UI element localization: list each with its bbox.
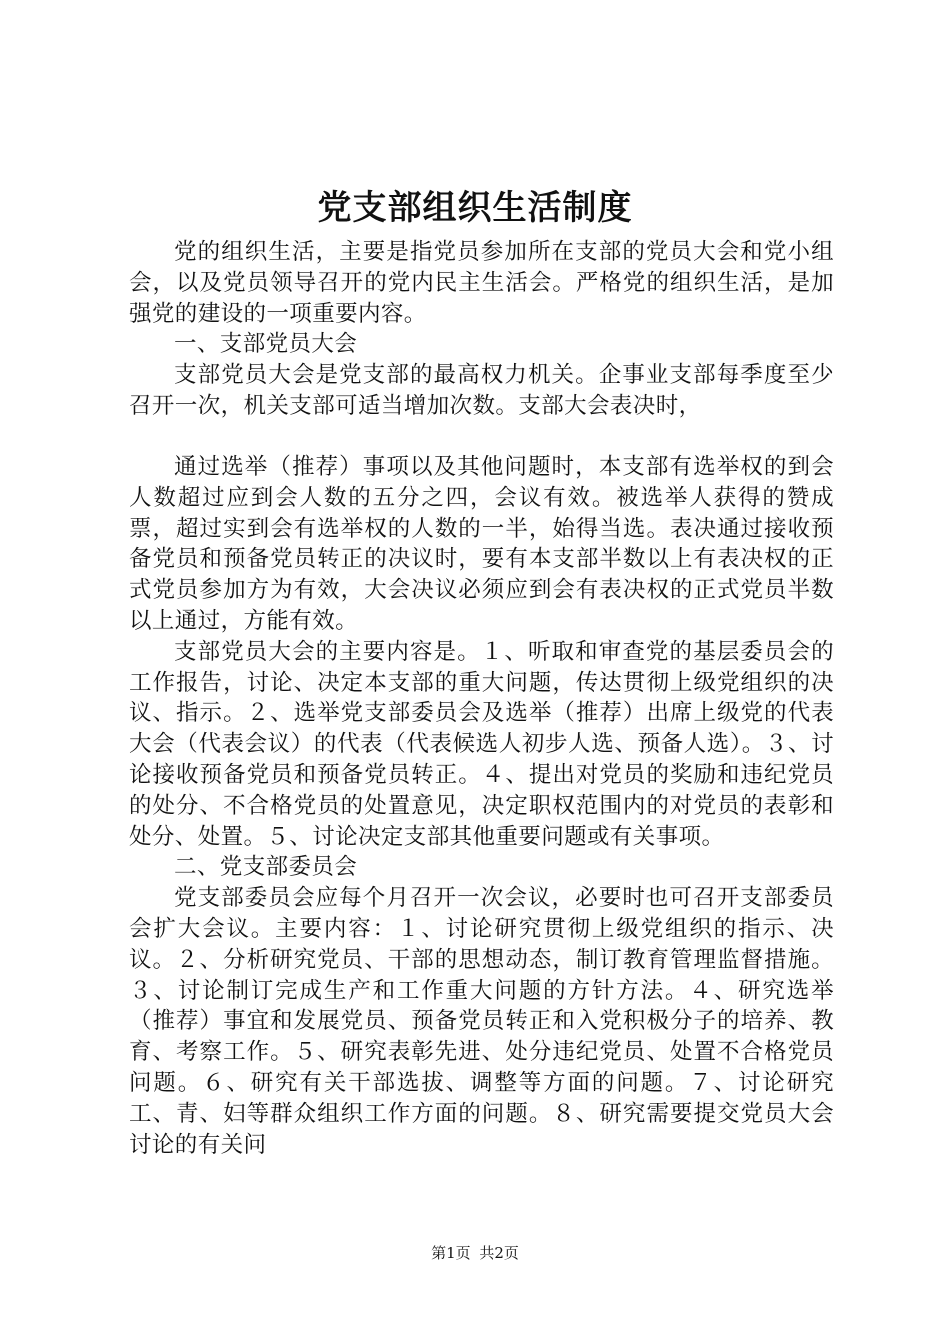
paragraph-voting-rules: 通过选举（推荐）事项以及其他问题时，本支部有选举权的到会人数超过应到会人数的五分之四，会议有效。被选举人获得的赞成票，超过实到会有选举权的人数的一半，始得当选。表决通过接收预备党员和预备党员转正的决议时，要有本支部半数以上有表决权的正式党员参加方为有效，大会决议必须应到会有表决权的正式党员半数以上通过，方能有效。 [129, 454, 834, 634]
paragraph-intro: 党的组织生活，主要是指党员参加所在支部的党员大会和党小组会，以及党员领导召开的党内民主生活会。严格党的组织生活，是加强党的建设的一项重要内容。 [129, 239, 834, 327]
section-heading-1: 一、支部党员大会 [174, 331, 358, 358]
section-heading-2: 二、党支部委员会 [174, 854, 358, 881]
document-title: 党支部组织生活制度 [317, 188, 633, 228]
paragraph-branch-meeting: 支部党员大会是党支部的最高权力机关。企事业支部每季度至少召开一次，机关支部可适当增加次数。支部大会表决时， [129, 362, 834, 419]
page-total: 共2页 [479, 1244, 519, 1262]
body-text-top [129, 237, 834, 422]
page-number: 第1页 [431, 1244, 471, 1262]
paragraph-committee: 党支部委员会应每个月召开一次会议，必要时也可召开支部委员会扩大会议。主要内容：１、讨论研究贯彻上级党组织的指示、决议。２、分析研究党员、干部的思想动态，制订教育管理监督措施。３、讨论制订完成生产和工作重大问题的方针方法。４、研究选举（推荐）事宜和发展党员、预备党员转正和入党积极分子的培养、教育、考察工作。５、研究表彰先进、处分违纪党员、处置不合格党员问题。６、研究有关干部选拔、调整等方面的问题。７、讨论研究工、青、妇等群众组织工作方面的问题。８、研究需要提交党员大会讨论的有关问 [129, 885, 834, 1158]
paragraph-meeting-content: 支部党员大会的主要内容是。１、听取和审查党的基层委员会的工作报告，讨论、决定本支部的重大问题，传达贯彻上级党组织的决议、指示。２、选举党支部委员会及选举（推荐）出席上级党的代表大会（代表会议）的代表（代表候选人初步人选、预备人选）。３、讨论接收预备党员和预备党员转正。４、提出对党员的奖励和违纪党员的处分、不合格党员的处置意见，决定职权范围内的对党员的表彰和处分、处置。５、讨论决定支部其他重要问题或有关事项。 [129, 638, 834, 850]
body-text-bottom [129, 452, 834, 1160]
page-footer [0, 1243, 950, 1263]
